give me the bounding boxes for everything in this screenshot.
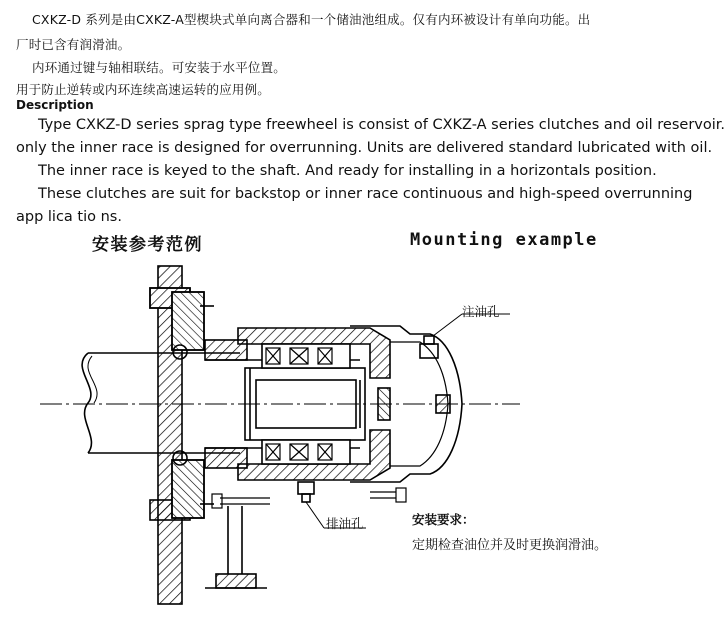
intro-cn-line-2: 厂时已含有润滑油。 xyxy=(16,37,131,52)
label-oil-drain-hole: 排油孔 xyxy=(326,516,364,531)
oil-fill-plug xyxy=(420,314,510,358)
mounting-drawing xyxy=(0,248,650,620)
mounting-title-cn: 安装参考范例 xyxy=(92,235,203,255)
label-oil-fill-hole: 注油孔 xyxy=(462,304,500,319)
intro-cn-line-1: CXKZ-D 系列是由CXKZ-A型楔块式单向离合器和一个储油池组成。仅有内环被设计有单向功能。出 xyxy=(32,12,591,27)
description-line-4: These clutches are suit for backstop or inner race continuous and high-speed overrunning xyxy=(38,186,693,202)
description-line-3: The inner race is keyed to the shaft. And ready for installing in a horizontals position. xyxy=(38,163,657,179)
description-line-5: app lica tio ns. xyxy=(16,209,122,225)
installation-requirements-title: 安装要求： xyxy=(412,512,475,527)
description-heading: Description xyxy=(16,98,94,112)
intro-cn-line-4: 用于防止逆转或内环连续高速运转的应用例。 xyxy=(16,82,271,97)
description-line-2: only the inner race is designed for overrunning. Units are delivered standard lubricated with oil. xyxy=(16,140,713,156)
intro-cn-line-3: 内环通过键与轴相联结。可安装于水平位置。 xyxy=(32,60,287,75)
description-line-1: Type CXKZ-D series sprag type freewheel is consist of CXKZ-A series clutches and oil reservoir. xyxy=(38,117,725,133)
mounting-title-en: Mounting example xyxy=(410,230,598,250)
screws xyxy=(212,488,406,508)
torque-arm xyxy=(205,506,267,588)
installation-requirements-text: 定期检查油位并及时更换润滑油。 xyxy=(412,538,608,553)
